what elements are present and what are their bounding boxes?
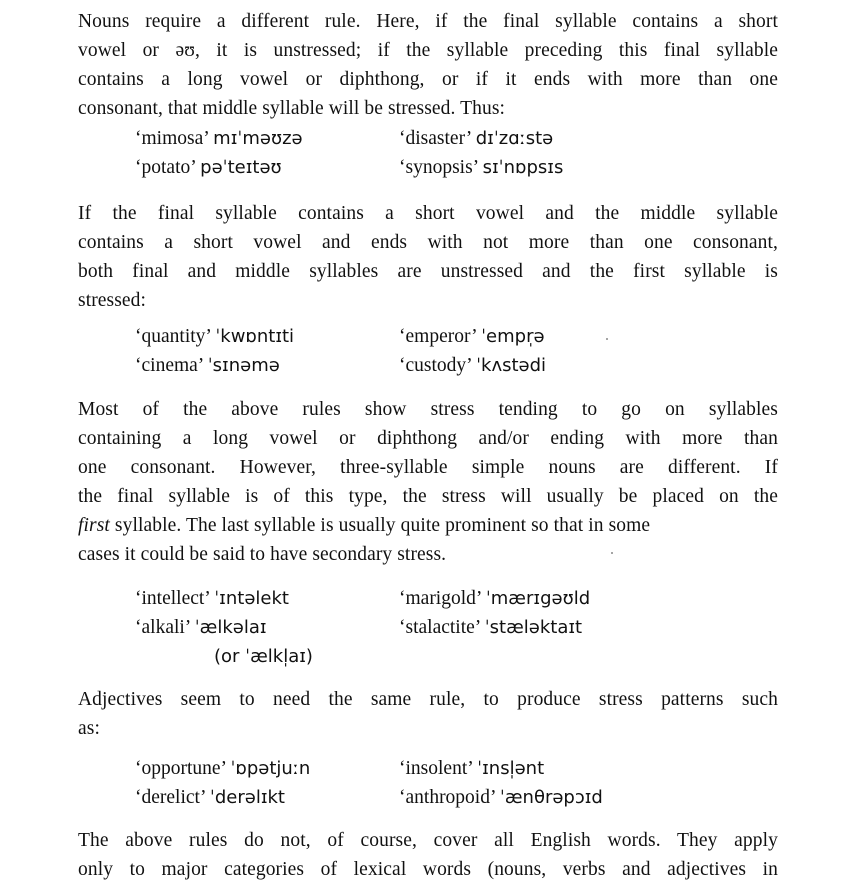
- example-row: [135, 613, 313, 642]
- example-ipa: sɪˈnɒpsɪs: [482, 157, 564, 178]
- example-word: ‘alkali’: [135, 617, 190, 638]
- text-line-rest: syllable. The last syllable is usually quite prominent so that in some: [109, 515, 651, 536]
- example-row: [399, 783, 603, 812]
- text-line: Most of the above rules show stress tending to go on syllables: [78, 399, 778, 420]
- example-ipa: ˈkʌstədi: [476, 355, 547, 376]
- examples-column-left: [135, 124, 303, 182]
- examples-column-right: [399, 584, 590, 642]
- example-row: [399, 351, 546, 380]
- example-row: [135, 153, 303, 182]
- examples-column-left: [135, 322, 294, 380]
- example-ipa: mɪˈməʊzə: [213, 128, 303, 149]
- example-row: [399, 613, 590, 642]
- example-ipa: dɪˈzɑːstə: [475, 128, 554, 149]
- text-line: cases it could be said to have secondary stress.: [78, 544, 447, 565]
- text-line: containing a long vowel or diphthong and/or ending with more than: [78, 428, 778, 449]
- example-ipa: ˈɪnsl̩ənt: [477, 758, 545, 779]
- example-row: [399, 584, 590, 613]
- text-line: Nouns require a different rule. Here, if the final syllable contains a short: [78, 11, 778, 32]
- text-line: as:: [78, 718, 100, 739]
- paragraph-nouns-rule: [78, 7, 778, 123]
- example-word: ‘anthropoid’: [399, 787, 496, 808]
- example-ipa: ˈænθrəpɔɪd: [499, 787, 603, 808]
- example-word: ‘synopsis’: [399, 157, 478, 178]
- scan-speck: [611, 552, 613, 554]
- text-line: contains a long vowel or diphthong, or if it ends with more than one: [78, 69, 778, 90]
- paragraph-short-vowel-rule: [78, 199, 778, 315]
- example-row: [135, 351, 294, 380]
- text-line: both final and middle syllables are unstressed and the first syllable is: [78, 261, 778, 282]
- text-line: The above rules do not, of course, cover all English words. They apply: [78, 830, 778, 851]
- example-word: ‘custody’: [399, 355, 472, 376]
- example-row: [135, 584, 313, 613]
- text-line: If the final syllable contains a short vowel and the middle syllable: [78, 203, 778, 224]
- paragraph-scope-note: [78, 826, 778, 884]
- text-line: the final syllable is of this type, the stress will usually be placed on the: [78, 486, 778, 507]
- example-ipa: ˈɪntəlekt: [214, 588, 289, 609]
- text-line: Adjectives seem to need the same rule, to produce stress patterns such: [78, 689, 778, 710]
- paragraph-adjectives: [78, 685, 778, 743]
- example-word: ‘opportune’: [135, 758, 226, 779]
- example-ipa: ˈderəlɪkt: [209, 787, 285, 808]
- example-word: ‘stalactite’: [399, 617, 480, 638]
- example-ipa: ˈkwɒntɪti: [215, 326, 295, 347]
- example-ipa: ˈɒpətjuːn: [230, 758, 311, 779]
- example-row: [135, 783, 310, 812]
- text-line: one consonant. However, three-syllable simple nouns are different. If: [78, 457, 778, 478]
- example-word: ‘disaster’: [399, 128, 471, 149]
- example-row: [135, 642, 313, 671]
- example-ipa: ˈmærɪgəʊld: [485, 588, 591, 609]
- example-word: ‘quantity’: [135, 326, 211, 347]
- example-ipa: ˈsɪnəmə: [207, 355, 280, 376]
- scan-speck: [606, 338, 608, 340]
- examples-column-right: [399, 754, 603, 812]
- example-word: ‘marigold’: [399, 588, 481, 609]
- example-word: ‘emperor’: [399, 326, 477, 347]
- example-word: ‘insolent’: [399, 758, 473, 779]
- example-ipa: pəˈteɪtəʊ: [200, 157, 282, 178]
- examples-column-right: [399, 322, 546, 380]
- examples-column-left: [135, 754, 310, 812]
- example-row: [399, 322, 546, 351]
- example-row: [399, 754, 603, 783]
- examples-column-left: [135, 584, 313, 671]
- example-row: [135, 322, 294, 351]
- example-word: ‘cinema’: [135, 355, 203, 376]
- paragraph-three-syllable-nouns: [78, 395, 778, 569]
- example-ipa: ˈælkəlaɪ: [194, 617, 267, 638]
- example-word: ‘potato’: [135, 157, 196, 178]
- examples-column-right: [399, 124, 563, 182]
- emphasis-first: first: [78, 515, 110, 536]
- example-ipa: ˈstæləktaɪt: [484, 617, 583, 638]
- text-line: [78, 511, 778, 540]
- text-line: contains a short vowel and ends with not more than one consonant,: [78, 232, 778, 253]
- example-word: ‘intellect’: [135, 588, 210, 609]
- example-row: [399, 153, 563, 182]
- text-line: vowel or əʊ, it is unstressed; if the syllable preceding this final syllable: [78, 40, 778, 61]
- example-row: [135, 754, 310, 783]
- example-word: ‘mimosa’: [135, 128, 209, 149]
- example-row: [135, 124, 303, 153]
- example-row: [399, 124, 563, 153]
- example-ipa: ˈempr̩ə: [481, 326, 545, 347]
- example-word: ‘derelict’: [135, 787, 206, 808]
- text-line: only to major categories of lexical words (nouns, verbs and adjectives in: [78, 859, 778, 880]
- text-line: consonant, that middle syllable will be stressed. Thus:: [78, 98, 506, 119]
- example-ipa-alternative: (or ˈælkl̩aɪ): [214, 646, 313, 667]
- text-line: stressed:: [78, 290, 147, 311]
